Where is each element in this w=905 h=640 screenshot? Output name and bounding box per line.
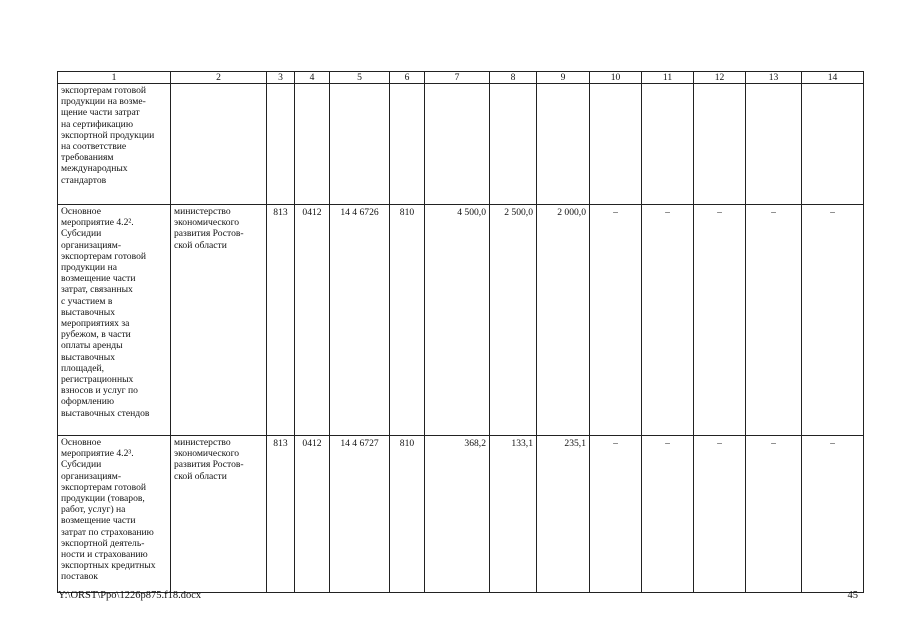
executor-cell: министерство экономического развития Ростов- ской области [171,205,267,436]
year-value-cell [802,84,864,205]
executor-cell: министерство экономического развития Ростов- ской области [171,436,267,593]
measure-name-cell: Основное мероприятие 4.2². Субсидии организациям- экспортерам готовой продукции на возмещение части затрат, связанных с участием в выставочных мероприятиях за рубежом, в части оплаты аренды выставочных площадей, регистрационных взносов и услуг по оформлению выставочных стендов [58,205,171,436]
year-value-cell: – [746,436,802,593]
year-value-cell: 2 000,0 [537,205,590,436]
year-value-cell [694,84,746,205]
page-number: 45 [847,590,858,601]
column-header: 7 [425,72,490,84]
column-header: 8 [490,72,537,84]
column-header: 13 [746,72,802,84]
csr-cell: 14 4 6726 [330,205,390,436]
year-value-cell: – [694,205,746,436]
table-row [58,84,864,205]
column-header: 4 [295,72,330,84]
column-header: 5 [330,72,390,84]
csr-cell: 14 4 6727 [330,436,390,593]
year-value-cell: – [746,205,802,436]
rzpr-cell: 0412 [295,436,330,593]
table-row [58,205,864,436]
column-header: 12 [694,72,746,84]
rzpr-cell [295,84,330,205]
year-value-cell: 133,1 [490,436,537,593]
year-value-cell [490,84,537,205]
vr-cell: 810 [390,205,425,436]
column-header: 10 [590,72,642,84]
measure-name-cell: Основное мероприятие 4.2³. Субсидии организациям- экспортерам готовой продукции (товаров, работ, услуг) на возмещение части затрат по страхованию экспортной деятель- ности и страхованию экспортных кредитных поставок [58,436,171,593]
year-value-cell: 235,1 [537,436,590,593]
column-header: 11 [642,72,694,84]
csr-cell [330,84,390,205]
measure-name-cell: экспортерам готовой продукции на возме- щение части затрат на сертификацию экспортной продукции на соответствие требованиям международных стандартов [58,84,171,205]
year-value-cell: – [802,436,864,593]
year-value-cell [537,84,590,205]
year-value-cell: 2 500,0 [490,205,537,436]
budget-table [57,71,864,593]
year-value-cell: – [590,205,642,436]
year-value-cell: – [694,436,746,593]
total-cell: 368,2 [425,436,490,593]
column-header: 9 [537,72,590,84]
year-value-cell: – [642,436,694,593]
column-header: 14 [802,72,864,84]
year-value-cell [590,84,642,205]
total-cell [425,84,490,205]
vr-cell [390,84,425,205]
column-header: 3 [267,72,295,84]
year-value-cell [746,84,802,205]
column-header: 2 [171,72,267,84]
year-value-cell: – [642,205,694,436]
table-header-row [58,72,864,84]
column-header: 6 [390,72,425,84]
grbs-cell: 813 [267,205,295,436]
total-cell: 4 500,0 [425,205,490,436]
grbs-cell: 813 [267,436,295,593]
table-row [58,436,864,593]
rzpr-cell: 0412 [295,205,330,436]
column-header: 1 [58,72,171,84]
grbs-cell [267,84,295,205]
year-value-cell: – [802,205,864,436]
document-file-path: Y:\ORST\Ppo\1226p875.f18.docx [58,590,202,601]
year-value-cell [642,84,694,205]
vr-cell: 810 [390,436,425,593]
executor-cell [171,84,267,205]
year-value-cell: – [590,436,642,593]
